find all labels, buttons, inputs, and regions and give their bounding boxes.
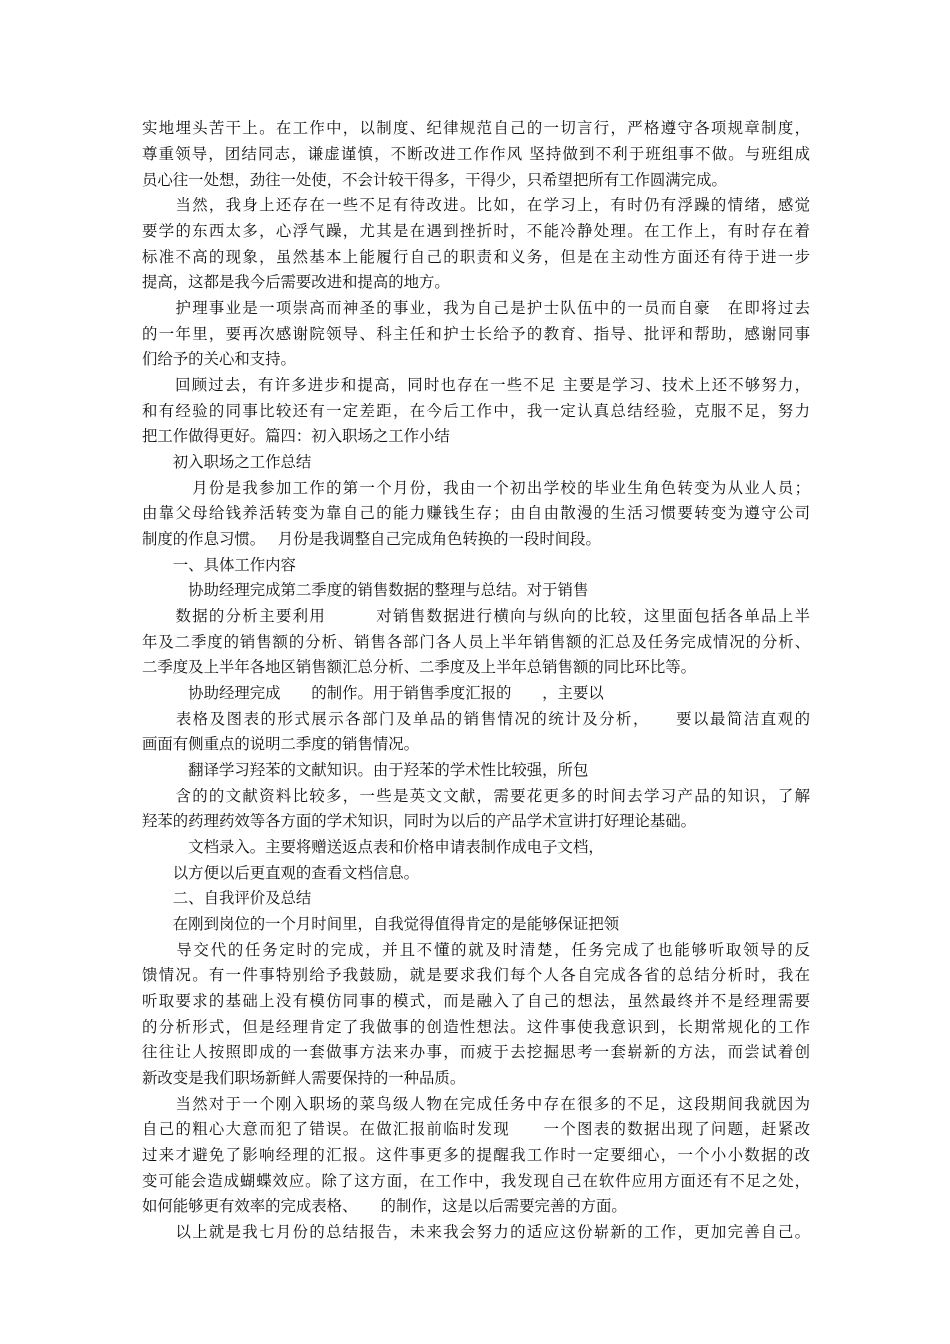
text-line: 如何能够更有效率的完成表格、 的制作，这是以后需要完善的方面。: [142, 1197, 627, 1215]
section-title: 初入职场之工作总结: [142, 453, 312, 471]
text-line: 们给予的关心和支持。: [142, 350, 296, 368]
text-line: 实地埋头苦干上。在工作中，以制度、纪律规范自己的一切言行，严格遵守各项规章制度，: [142, 119, 810, 137]
text-line: 当然对于一个刚入职场的菜鸟级人物在完成任务中存在很多的不足，这段期间我就因为: [142, 1095, 810, 1113]
text-line: 翻译学习羟苯的文献知识。由于羟苯的学术性比较强，所包: [142, 761, 589, 779]
text-line: 回顾过去，有许多进步和提高，同时也存在一些不足 主要是学习、技术上还不够努力，: [142, 376, 810, 394]
section-heading: 一、具体工作内容: [142, 556, 296, 574]
text-line: 和有经验的同事比较还有一定差距，在今后工作中，我一定认真总结经验，克服不足，努力: [142, 402, 810, 420]
text-line: 尊重领导，团结同志，谦虚谨慎，不断改进工作作风 坚持做到不利于班组事不做。与班组成: [142, 145, 810, 163]
text-line: 自己的粗心大意而犯了错误。在做汇报前临时发现 一个图表的数据出现了问题，赶紧改: [142, 1120, 810, 1138]
text-line: 要学的东西太多，心浮气躁，尤其是在遇到挫折时，不能冷静处理。在工作上，有时存在着: [142, 222, 810, 240]
text-line: 过来才避免了影响经理的汇报。这件事更多的提醒我工作时一定要细心，一个小小数据的改: [142, 1146, 810, 1164]
text-line: 制度的作息习惯。 月份是我调整自己完成角色转换的一段时间段。: [142, 530, 601, 548]
text-line: 提高，这都是我今后需要改进和提高的地方。: [142, 273, 450, 291]
text-line: 导交代的任务定时的完成，并且不懂的就及时清楚，任务完成了也能够听取领导的反: [142, 941, 810, 959]
text-line: 当然，我身上还存在一些不足有待改进。比如，在学习上，有时仍有浮躁的情绪，感觉: [142, 196, 810, 214]
text-line: 往往让人按照即成的一套做事方法来办事，而疲于去挖掘思考一套崭新的方法，而尝试着创: [142, 1043, 810, 1061]
text-line: 表格及图表的形式展示各部门及单品的销售情况的统计及分析， 要以最简洁直观的: [142, 710, 810, 728]
text-line: 年及二季度的销售额的分析、销售各部门各人员上半年销售额的汇总及任务完成情况的分析、: [142, 633, 810, 651]
text-line: 协助经理完成第二季度的销售数据的整理与总结。对于销售: [142, 581, 589, 599]
text-line: 画面有侧重点的说明二季度的销售情况。: [142, 735, 420, 753]
text-line: 以方便以后更直观的查看文档信息。: [142, 864, 420, 882]
text-line: 把工作做得更好。篇四：初入职场之工作小结: [142, 427, 450, 445]
text-line: 新改变是我们职场新鲜人需要保持的一种品质。: [142, 1069, 466, 1087]
text-line: 护理事业是一项崇高而神圣的事业，我为自己是护士队伍中的一员而自豪 在即将过去: [142, 299, 810, 317]
text-line: 羟苯的药理药效等各方面的学术知识，同时为以后的产品学术宣讲打好理论基础。: [142, 812, 697, 830]
text-line: 月份是我参加工作的第一个月份，我由一个初出学校的毕业生角色转变为从业人员；: [142, 479, 810, 497]
text-line: 馈情况。有一件事特别给予我鼓励，就是要求我们每个人各自完成各省的总结分析时，我在: [142, 966, 810, 984]
text-line: 员心往一处想，劲往一处使，不会计较干得多，干得少，只希望把所有工作圆满完成。: [142, 171, 727, 189]
text-line: 文档录入。主要将赠送返点表和价格申请表制作成电子文档，: [142, 838, 604, 856]
text-line: 协助经理完成 的制作。用于销售季度汇报的 ，主要以: [142, 684, 604, 702]
text-line: 含的的文献资料比较多，一些是英文文献，需要花更多的时间去学习产品的知识，了解: [142, 787, 810, 805]
text-line: 标准不高的现象，虽然基本上能履行自己的职责和义务，但是在主动性方面还有待于进一步: [142, 248, 810, 266]
text-line: 变可能会造成蝴蝶效应。除了这方面，在工作中，我发现自己在软件应用方面还有不足之处，: [142, 1172, 810, 1190]
text-line: 的分析形式，但是经理肯定了我做事的创造性想法。这件事使我意识到，长期常规化的工作: [142, 1018, 810, 1036]
text-line: 由靠父母给钱养活转变为靠自己的能力赚钱生存；由自由散漫的生活习惯要转变为遵守公司: [142, 504, 810, 522]
text-line: 在刚到岗位的一个月时间里，自我觉得值得肯定的是能够保证把领: [142, 915, 620, 933]
section-heading: 二、自我评价及总结: [142, 889, 312, 907]
text-line: 的一年里，要再次感谢院领导、科主任和护士长给予的教育、指导、批评和帮助，感谢同事: [142, 325, 810, 343]
text-line: 数据的分析主要利用 对销售数据进行横向与纵向的比较，这里面包括各单品上半: [142, 607, 810, 625]
text-line: 二季度及上半年各地区销售额汇总分析、二季度及上半年总销售额的同比环比等。: [142, 658, 697, 676]
text-line: 以上就是我七月份的总结报告，未来我会努力的适应这份崭新的工作，更加完善自己。: [142, 1223, 810, 1241]
text-line: 听取要求的基础上没有模仿同事的模式，而是融入了自己的想法，虽然最终并不是经理需要: [142, 992, 810, 1010]
